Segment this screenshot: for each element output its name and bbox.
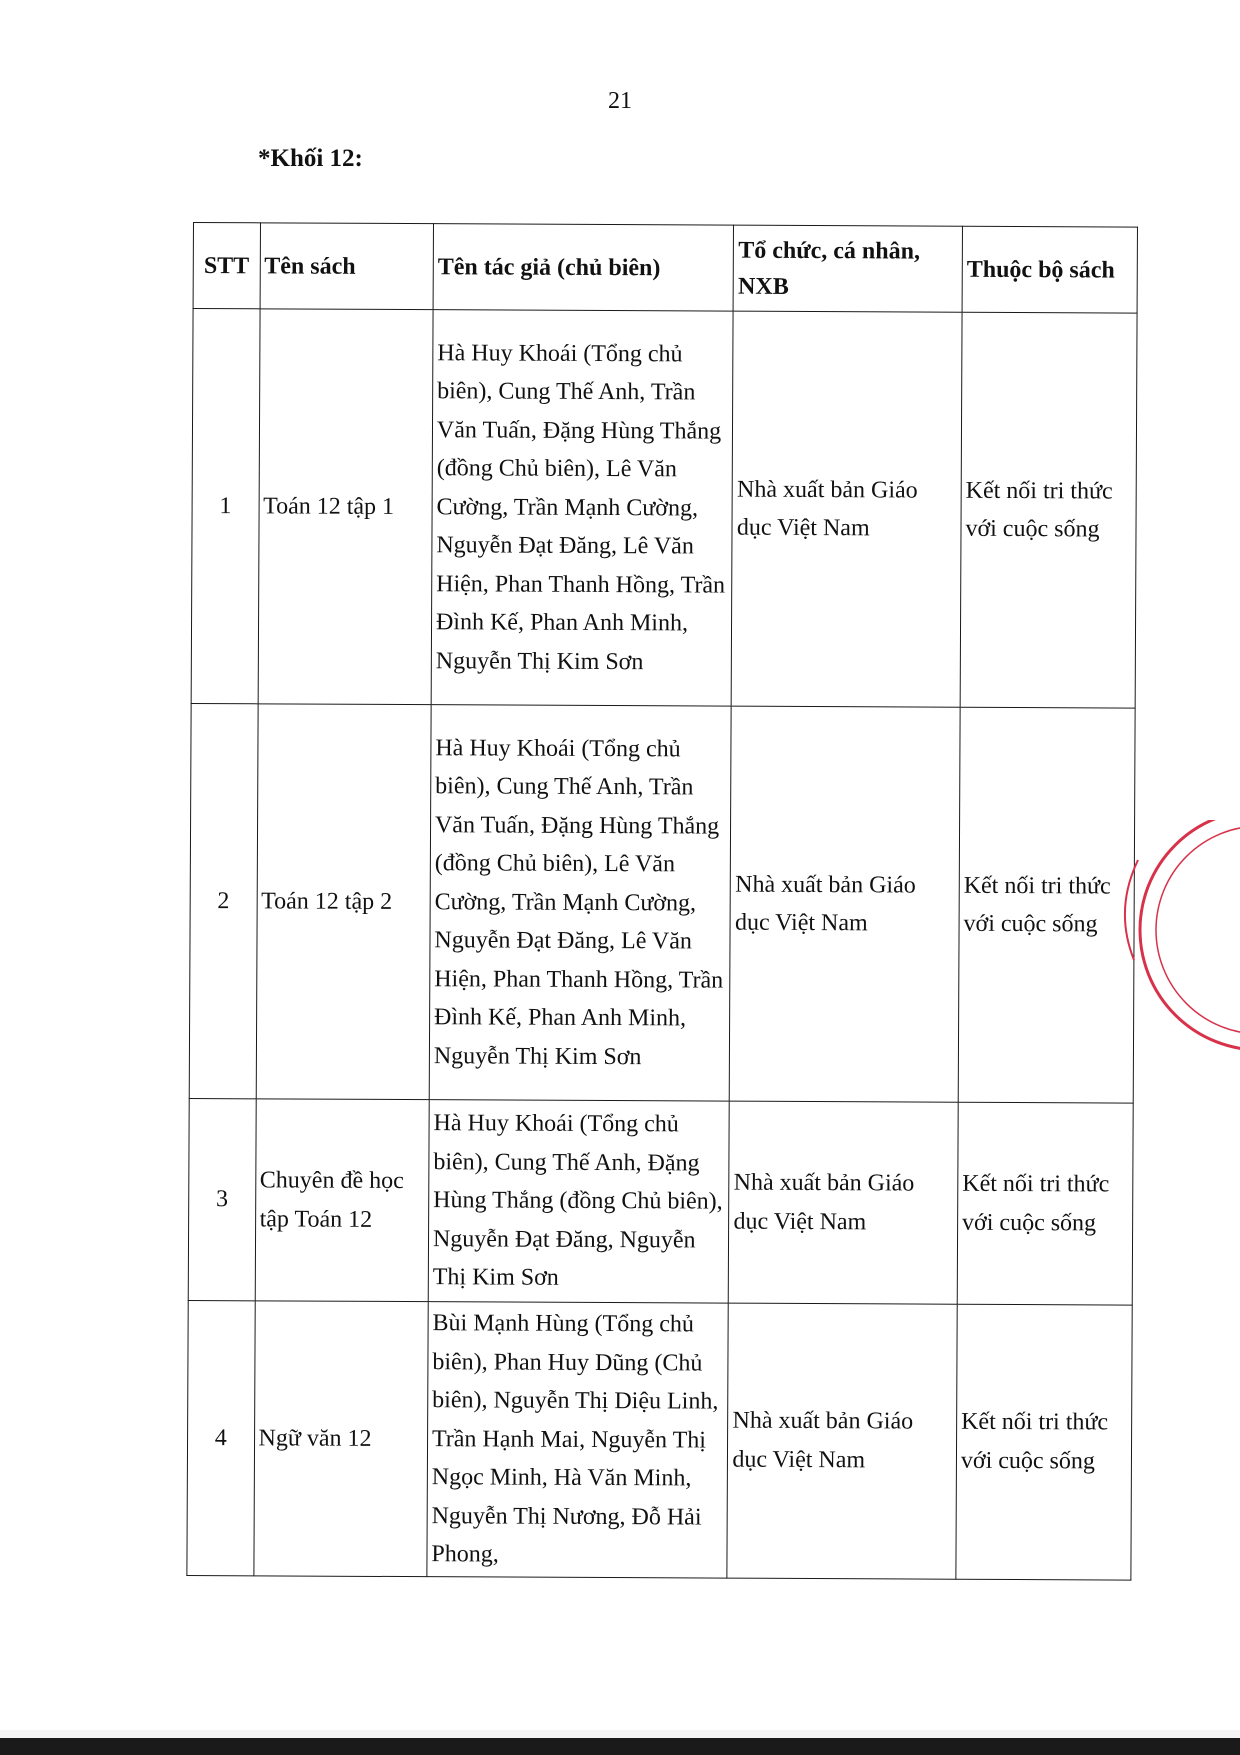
cell-book-name: Toán 12 tập 2 <box>256 704 431 1100</box>
cell-publisher: Nhà xuất bản Giáo dục Việt Nam <box>727 1303 957 1579</box>
seal-small-arc <box>1125 860 1138 960</box>
textbook-table <box>186 222 1138 1580</box>
header-publisher: Tổ chức, cá nhân, NXB <box>733 225 962 312</box>
cell-book-set: Kết nối tri thức với cuộc sống <box>958 707 1135 1103</box>
seal-outer-ring <box>1140 820 1240 1050</box>
cell-author: Hà Huy Khoái (Tổng chủ biên), Cung Thế Anh, Trần Văn Tuấn, Đặng Hùng Thắng (đồng Chủ biên), Lê Văn Cường, Trần Mạnh Cường, Nguyễn Đạt Đăng, Lê Văn Hiện, Phan Thanh Hồng, Trần Đình Kế, Phan Anh Minh, Nguyễn Thị Kim Sơn <box>431 310 733 706</box>
cell-author: Bùi Mạnh Hùng (Tổng chủ biên), Phan Huy Dũng (Chủ biên), Nguyễn Thị Diệu Linh, Trần Hạnh Mai, Nguyễn Thị Ngọc Minh, Hà Văn Minh, Nguyễn Thị Nương, Đỗ Hải Phong, <box>427 1302 729 1578</box>
cell-stt: 4 <box>187 1300 255 1575</box>
cell-stt: 2 <box>189 703 257 1098</box>
cell-book-set: Kết nối tri thức với cuộc sống <box>960 312 1137 708</box>
cell-stt: 3 <box>188 1098 256 1300</box>
seal-inner-ring <box>1156 826 1240 1034</box>
cell-book-name: Chuyên đề học tập Toán 12 <box>255 1099 429 1302</box>
cell-book-set: Kết nối tri thức với cuộc sống <box>956 1304 1132 1579</box>
page-number: 21 <box>608 88 632 114</box>
table-row <box>189 703 1135 1103</box>
scan-bottom-edge <box>0 1738 1240 1755</box>
header-stt: STT <box>193 223 260 309</box>
cell-stt: 1 <box>191 309 259 704</box>
seal-graphic <box>1110 820 1240 1070</box>
cell-author: Hà Huy Khoái (Tổng chủ biên), Cung Thế Anh, Trần Văn Tuấn, Đặng Hùng Thắng (đồng Chủ biên), Lê Văn Cường, Trần Mạnh Cường, Nguyễn Đạt Đăng, Lê Văn Hiện, Phan Thanh Hồng, Trần Đình Kế, Phan Anh Minh, Nguyễn Thị Kim Sơn <box>429 705 731 1101</box>
table-row <box>187 1300 1132 1579</box>
table-row <box>188 1098 1133 1305</box>
header-book-name: Tên sách <box>260 223 434 310</box>
cell-book-set: Kết nối tri thức với cuộc sống <box>957 1102 1133 1305</box>
cell-author: Hà Huy Khoái (Tổng chủ biên), Cung Thế Anh, Đặng Hùng Thắng (đồng Chủ biên), Nguyễn Đạt Đăng, Nguyễn Thị Kim Sơn <box>428 1100 729 1303</box>
cell-book-name: Ngữ văn 12 <box>253 1301 428 1576</box>
section-title: *Khối 12: <box>258 145 363 172</box>
cell-book-name: Toán 12 tập 1 <box>258 309 433 705</box>
cell-publisher: Nhà xuất bản Giáo dục Việt Nam <box>729 1101 959 1304</box>
official-seal-stamp <box>1110 820 1240 1070</box>
table-header-row <box>193 223 1137 314</box>
cell-publisher: Nhà xuất bản Giáo dục Việt Nam <box>730 706 961 1102</box>
cell-publisher: Nhà xuất bản Giáo dục Việt Nam <box>732 311 963 707</box>
table-row <box>191 309 1137 709</box>
header-book-set: Thuộc bộ sách <box>962 226 1137 313</box>
header-author: Tên tác giả (chủ biên) <box>433 224 734 311</box>
